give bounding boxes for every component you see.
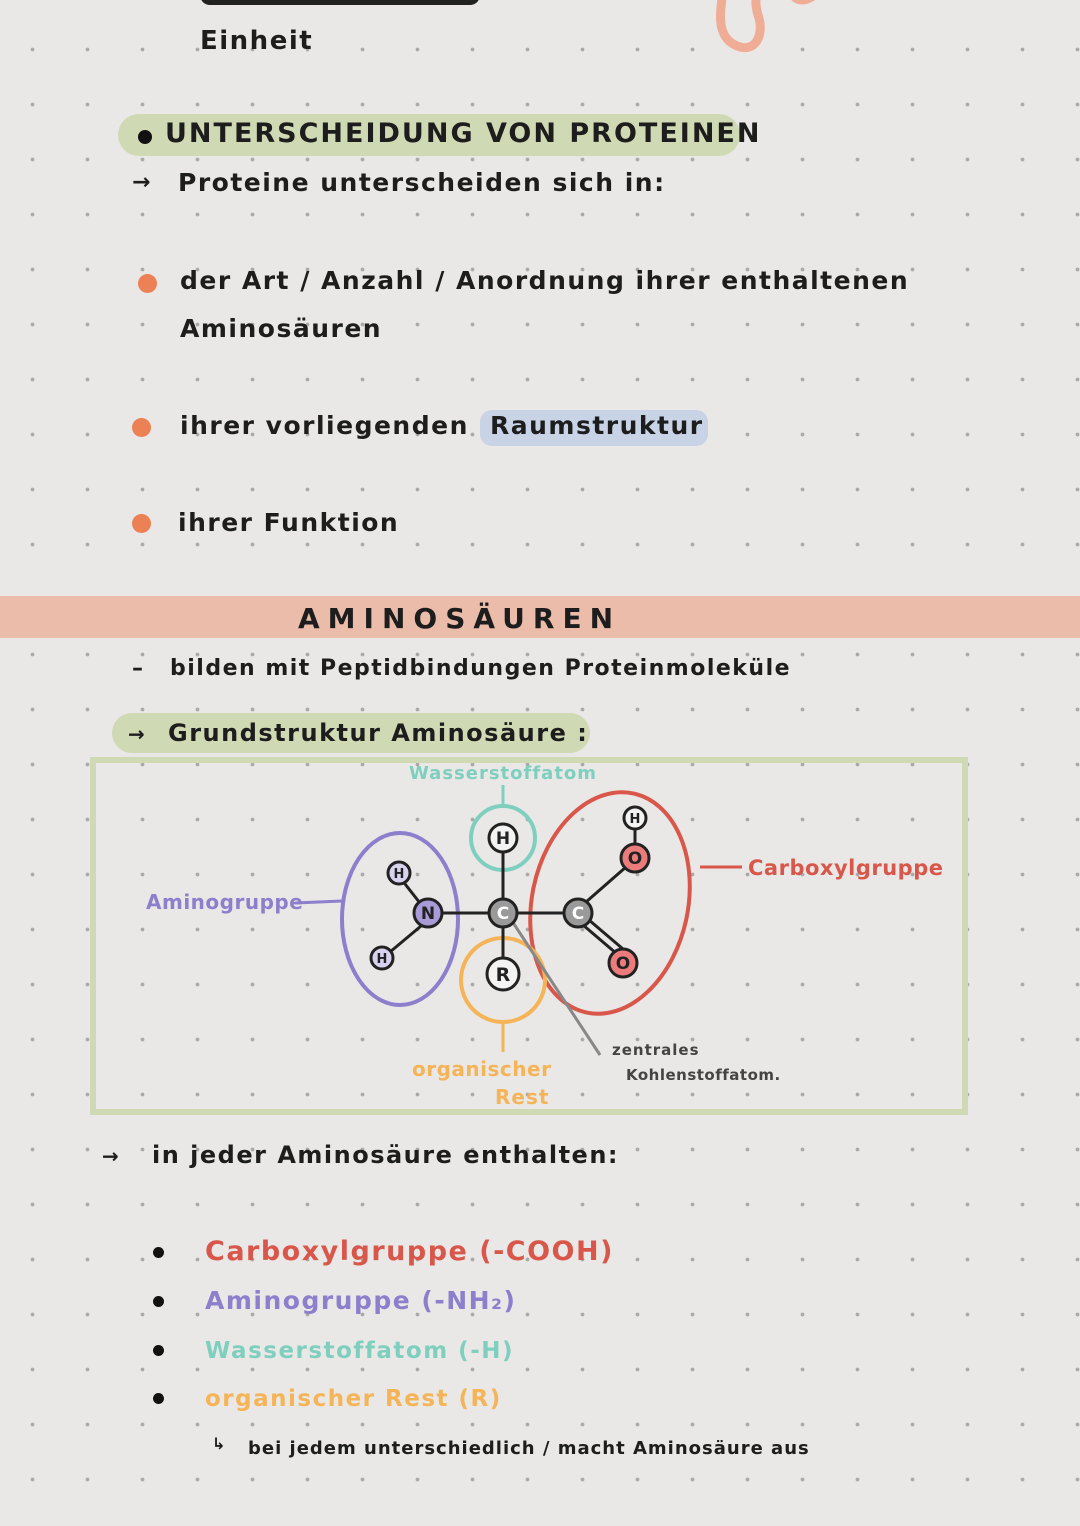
atom-o-bottom: O [615,954,631,974]
label-wasserstoffatom: Wasserstoffatom [408,763,598,784]
item-2-text: ihrer vorliegenden [180,411,469,440]
list-bullet [153,1247,164,1258]
orange-bullet-3 [132,514,151,533]
atom-r: R [495,964,511,986]
intro-text: Proteine unterscheiden sich in: [178,168,666,197]
label-kohlenstoffatom: Kohlenstoffatom. [626,1066,781,1084]
label-organischer: organischer [412,1057,552,1081]
list-item-wasserstoff: Wasserstoffatom (-H) [205,1338,514,1364]
top-partial-line [200,0,480,5]
item-1-line1: der Art / Anzahl / Anordnung ihrer enthaltenen [180,266,910,295]
arrow-icon: → [128,722,147,746]
zentral-leader [508,915,600,1055]
atom-h-top: H [495,829,511,849]
item-1-line2: Aminosäuren [180,314,383,343]
orange-bullet-1 [138,274,157,293]
label-carboxylgruppe: Carboxylgruppe [748,856,944,880]
arrow-icon: → [102,1144,121,1168]
list-item-carboxyl: Carboxylgruppe (-COOH) [205,1236,614,1267]
atom-h-amino2: H [376,952,388,967]
bond [586,867,626,902]
list-bullet [153,1345,164,1356]
orange-bullet-2 [132,418,151,437]
item-3-text: ihrer Funktion [178,508,400,537]
note-text: bei jedem unterschiedlich / macht Aminosäure aus [248,1438,810,1459]
atom-o-top: O [627,849,643,869]
heading-bullet [138,130,152,144]
doodle-decoration [640,0,870,75]
amino-acid-diagram [90,757,968,1115]
subheading: Grundstruktur Aminosäure : [168,719,589,747]
top-text: Einheit [200,26,314,56]
label-rest: Rest [495,1085,550,1109]
atom-h-amino1: H [393,867,405,882]
list-item-amino: Aminogruppe (-NH₂) [205,1286,517,1315]
carboxylgruppe-outline [510,777,709,1029]
list-item-rest: organischer Rest (R) [205,1386,502,1412]
atom-h-carboxyl: H [629,812,641,827]
atom-c-central: C [496,904,510,924]
atom-n: N [420,904,436,924]
label-zentrales: zentrales [612,1041,700,1059]
arrow-icon: → [132,170,152,195]
section-heading-proteins: UNTERSCHEIDUNG VON PROTEINEN [165,118,762,149]
contains-intro: in jeder Aminosäure enthalten: [152,1141,620,1169]
dash-icon: – [132,656,145,681]
return-arrow-icon: ↳ [212,1434,227,1453]
atom-c-carboxyl: C [571,904,585,924]
label-aminogruppe: Aminogruppe [146,890,304,914]
item-2-highlight: Raumstruktur [490,411,704,440]
list-bullet [153,1393,164,1404]
amino-bullet-text: bilden mit Peptidbindungen Proteinmoleküle [170,656,792,681]
list-bullet [153,1296,164,1307]
banner-title: AMINOSÄUREN [298,602,622,635]
